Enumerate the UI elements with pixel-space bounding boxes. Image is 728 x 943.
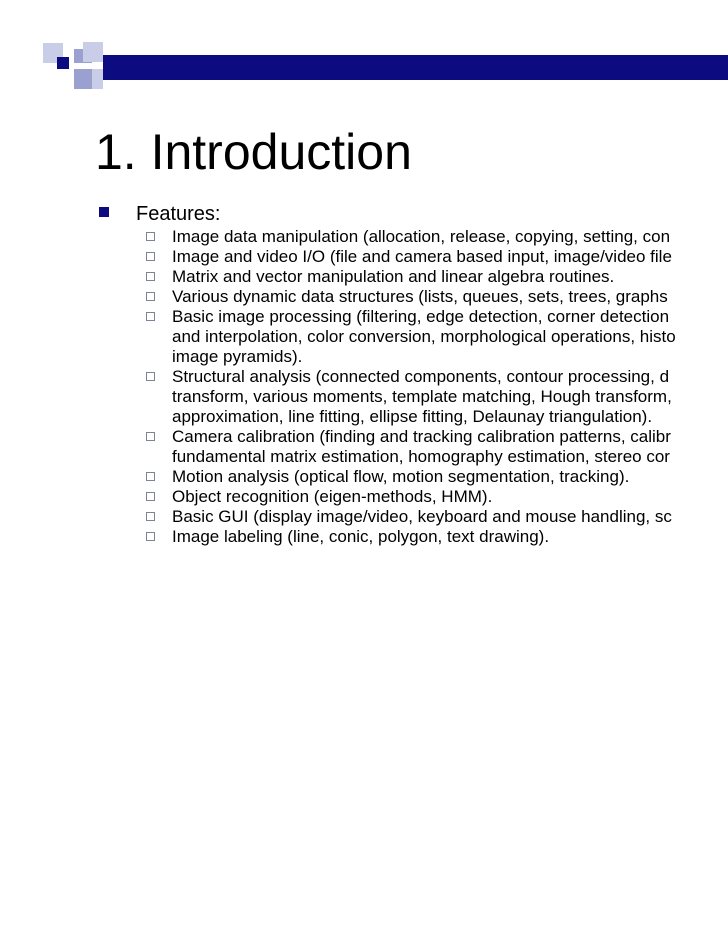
hollow-square-bullet-icon xyxy=(146,272,155,281)
feature-item xyxy=(0,487,728,507)
feature-item-text: Various dynamic data structures (lists, queues, sets, trees, graphs xyxy=(172,287,668,306)
hollow-square-bullet-icon xyxy=(146,492,155,501)
deco-square-light-2 xyxy=(83,42,103,62)
feature-item-text: Image and video I/O (file and camera based input, image/video file xyxy=(172,247,672,266)
feature-item-text: transform, various moments, template matching, Hough transform, xyxy=(172,387,672,406)
hollow-square-bullet-icon xyxy=(146,372,155,381)
hollow-square-bullet-icon xyxy=(146,312,155,321)
hollow-square-bullet-icon xyxy=(146,472,155,481)
feature-item xyxy=(0,367,728,427)
feature-item-text: image pyramids). xyxy=(172,347,303,366)
features-label: Features: xyxy=(136,203,221,225)
deco-square-mid-2 xyxy=(74,69,92,89)
feature-item-text: Basic image processing (filtering, edge detection, corner detection xyxy=(172,307,670,326)
feature-item-text: approximation, line fitting, ellipse fitting, Delaunay triangulation). xyxy=(172,407,653,426)
feature-item-text: and interpolation, color conversion, morphological operations, histo xyxy=(172,327,676,346)
header-bar xyxy=(103,55,728,80)
feature-item-text: Camera calibration (finding and tracking calibration patterns, calibr xyxy=(172,427,671,446)
deco-square-light-3 xyxy=(92,69,103,89)
feature-item-text: Matrix and vector manipulation and linear algebra routines. xyxy=(172,267,615,286)
feature-list xyxy=(0,227,728,547)
hollow-square-bullet-icon xyxy=(146,512,155,521)
square-bullet-icon xyxy=(99,207,109,217)
feature-item-text: fundamental matrix estimation, homography estimation, stereo cor xyxy=(172,447,670,466)
hollow-square-bullet-icon xyxy=(146,292,155,301)
header-decoration xyxy=(0,0,728,100)
feature-item-text: Structural analysis (connected components, contour processing, d xyxy=(172,367,670,386)
feature-item-text: Image data manipulation (allocation, release, copying, setting, con xyxy=(172,227,671,246)
feature-item-text: Object recognition (eigen-methods, HMM). xyxy=(172,487,493,506)
feature-item xyxy=(0,247,728,267)
feature-item xyxy=(0,467,728,487)
hollow-square-bullet-icon xyxy=(146,232,155,241)
hollow-square-bullet-icon xyxy=(146,432,155,441)
feature-item-text: Image labeling (line, conic, polygon, text drawing). xyxy=(172,527,550,546)
feature-item xyxy=(0,227,728,247)
feature-item xyxy=(0,427,728,467)
slide-title: 1. Introduction xyxy=(95,124,412,180)
feature-item xyxy=(0,267,728,287)
feature-item-text: Motion analysis (optical flow, motion segmentation, tracking). xyxy=(172,467,630,486)
feature-item xyxy=(0,287,728,307)
feature-item xyxy=(0,307,728,367)
feature-item xyxy=(0,507,728,527)
feature-item xyxy=(0,527,728,547)
hollow-square-bullet-icon xyxy=(146,252,155,261)
slide-content xyxy=(0,199,728,943)
deco-square-dark xyxy=(57,57,69,69)
hollow-square-bullet-icon xyxy=(146,532,155,541)
feature-item-text: Basic GUI (display image/video, keyboard and mouse handling, sc xyxy=(172,507,672,526)
